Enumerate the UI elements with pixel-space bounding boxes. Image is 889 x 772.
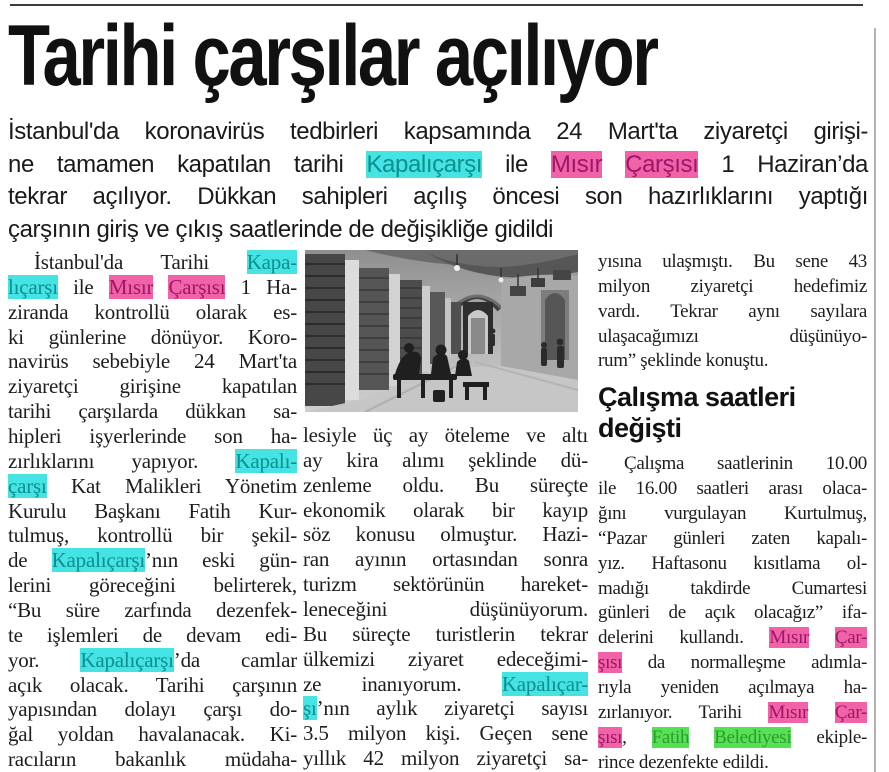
text-run: yıllık 42 milyon ziyaretçi sa-	[303, 746, 588, 771]
text-run: söz konusu olmuştur. Hazi-	[303, 522, 588, 547]
text-run: zırlıklarını yapıyor.	[8, 448, 236, 473]
text-run: açık olacak. Tarihi çarşının	[8, 672, 297, 697]
text-run: çarşının giriş ve çıkış saatlerinde de değişikliğe gidildi	[8, 215, 554, 243]
column-middle-text	[303, 423, 588, 771]
text-run: Kurulu Başkanı Fatih Kur-	[8, 498, 297, 523]
text-line	[8, 747, 297, 772]
text-line	[8, 573, 297, 598]
text-line	[598, 751, 867, 772]
text-run: hipleri işyerlerinde son ha-	[8, 424, 297, 449]
highlight-cyan: Kapalıçarşı	[80, 647, 174, 672]
text-line	[303, 721, 588, 746]
text-line	[598, 577, 867, 602]
lede-paragraph	[8, 116, 868, 246]
column-right-para2	[598, 452, 867, 772]
text-run: ziranda kontrollü olarak es-	[8, 299, 297, 324]
highlight-cyan: Kapa-	[246, 250, 297, 274]
highlight-pink: şısı	[598, 652, 623, 674]
text-line	[598, 452, 867, 477]
highlight-green: Belediyesi	[714, 726, 792, 748]
text-line	[598, 325, 867, 350]
column-right	[598, 250, 867, 772]
text-run: 1 Ha-	[225, 274, 297, 299]
text-line	[8, 149, 868, 182]
text-line	[598, 250, 867, 275]
text-line	[8, 449, 297, 474]
text-run: ekiple-	[791, 726, 867, 748]
text-run: yapısından dolayı çarşı do-	[8, 697, 297, 722]
text-run: yor.	[8, 647, 81, 672]
text-run: ile 16.00 saatleri arası olaca-	[598, 478, 867, 500]
highlight-pink: Mısır	[769, 627, 810, 649]
text-line	[303, 498, 588, 523]
highlight-pink: Mısır	[768, 701, 809, 723]
text-run: da normalleşme adımla-	[622, 652, 867, 674]
highlight-cyan: lıçarşı	[8, 274, 58, 299]
text-line	[8, 424, 297, 449]
text-line	[8, 214, 868, 247]
text-run: milyon ziyaretçi hedefimiz	[598, 275, 867, 297]
text-run: vardı. Tekrar aynı sayılara	[598, 300, 867, 322]
text-line	[8, 523, 297, 548]
section-subhead: Çalışma saatleri değişti	[598, 382, 796, 444]
text-run: ulaşacağımızı düşünüyo-	[598, 325, 867, 347]
text-run: ki günlerine dönüyor. Koro-	[8, 324, 297, 349]
text-run: Kat Malikleri Yönetim	[46, 473, 297, 498]
text-line	[8, 399, 297, 424]
highlight-green: Fatih	[651, 726, 690, 748]
text-line	[598, 676, 867, 701]
text-line	[8, 275, 297, 300]
text-run: racıların bakanlık müdaha-	[8, 747, 297, 772]
text-line	[8, 349, 297, 374]
text-line	[598, 477, 867, 502]
text-run: tekrar açılıyor. Dükkan sahipleri açılış öncesi son hazırlıklarını yaptığı	[8, 183, 868, 210]
highlight-cyan: Kapalıçarşı	[51, 548, 145, 573]
text-run: lesiyle üç ay öteleme ve altı	[303, 423, 588, 447]
text-run: rıyla yeniden açılmaya ha-	[598, 677, 867, 699]
highlight-cyan: çarşı	[8, 473, 47, 498]
column-middle	[303, 250, 588, 772]
text-run: ’nın eski gün-	[144, 548, 297, 573]
bazaar-photo	[304, 250, 579, 412]
highlight-cyan: Kapalı-	[235, 448, 297, 473]
text-run: zırlanıyor. Tarihi	[598, 701, 769, 723]
text-run: tulmuş, kontrollü bir şekil-	[8, 523, 297, 548]
highlight-cyan: Kapalıçarşı	[366, 150, 483, 178]
text-run: ay kira alımı şeklinde dü-	[303, 447, 588, 472]
text-line	[598, 275, 867, 300]
text-run: navirüs sebebiyle 24 Mart'ta	[8, 349, 297, 374]
text-run: günleri de açık olacağız” ifa-	[598, 602, 867, 624]
text-line	[8, 548, 297, 573]
highlight-pink: şısı	[598, 726, 623, 748]
text-run: 3.5 milyon kişi. Geçen sene	[303, 721, 588, 746]
text-run: zenleme oldu. Bu süreçte	[303, 472, 588, 497]
text-line	[303, 597, 588, 622]
text-run: ran ayının ortasından sonra	[303, 547, 588, 572]
text-run: lerini göreceğini belirterek,	[8, 573, 297, 598]
text-run: ,	[622, 726, 652, 748]
text-line	[303, 696, 588, 721]
text-run	[808, 702, 835, 723]
text-line	[598, 552, 867, 577]
highlight-pink: Mısır	[108, 274, 154, 299]
text-line	[598, 626, 867, 651]
text-line	[598, 601, 867, 626]
text-line	[8, 116, 868, 149]
text-line	[8, 374, 297, 399]
text-line	[8, 181, 868, 214]
headline-text: Tarihi çarşılar açılıyor	[8, 8, 657, 104]
text-run	[689, 727, 714, 748]
text-run: 1 Haziran’da	[698, 150, 868, 178]
text-run: rince dezenfekte edildi.	[598, 751, 769, 772]
text-run: ekonomik olarak bir kayıp	[303, 497, 588, 522]
text-run	[153, 275, 168, 299]
text-line	[303, 547, 588, 572]
text-line	[303, 473, 588, 498]
text-run: te işlemleri de devam edi-	[8, 622, 297, 647]
text-line	[8, 499, 297, 524]
text-run: ğal yoldan havalanacak. Ki-	[8, 722, 297, 747]
text-line	[303, 448, 588, 473]
text-line	[8, 722, 297, 747]
text-run: Bu süreçte turistlerin tekrar	[303, 621, 588, 646]
text-line	[598, 349, 867, 374]
text-line	[303, 672, 588, 697]
text-line	[303, 746, 588, 771]
text-run: ile	[57, 274, 109, 299]
text-line	[598, 726, 867, 751]
text-run: leneceğini düşünüyorum.	[303, 597, 588, 622]
text-line	[303, 647, 588, 672]
text-run: rum” şeklinde konuştu.	[598, 350, 769, 372]
text-line	[8, 697, 297, 722]
text-line	[598, 701, 867, 726]
highlight-cyan: Kapalıçar-	[501, 671, 588, 696]
text-line	[303, 522, 588, 547]
text-line	[8, 598, 297, 623]
highlight-cyan: şı	[303, 696, 317, 721]
headline	[8, 6, 878, 107]
text-run: ’da camlar	[173, 647, 297, 672]
text-run: turizm sektörünün hareket-	[303, 572, 588, 597]
text-run	[602, 151, 625, 178]
text-line	[8, 648, 297, 673]
text-run: yısına ulaşmıştı. Bu sene 43	[598, 251, 867, 272]
text-line	[303, 572, 588, 597]
text-line	[8, 623, 297, 648]
text-line	[8, 474, 297, 499]
highlight-pink: Çar-	[834, 627, 867, 649]
text-run: İstanbul'da Tarihi	[34, 250, 247, 274]
text-run: ’nın aylık ziyaretçi sayısı	[316, 696, 588, 721]
highlight-pink: Çarşısı	[168, 274, 226, 299]
text-run: tarihi çarşılarda dükkan sa-	[8, 399, 297, 424]
text-run: İstanbul'da koronavirüs tedbirleri kapsamında 24 Mart'ta ziyaretçi girişi-	[8, 118, 868, 145]
text-line	[598, 300, 867, 325]
text-run: “Bu süre zarfında dezenfek-	[8, 598, 297, 623]
highlight-pink: Çar-	[834, 701, 867, 723]
column-divider-rule	[874, 28, 876, 772]
text-run: ğını vurgulayan Kurtulmuş,	[598, 503, 867, 525]
text-line	[8, 300, 297, 325]
text-line	[8, 325, 297, 350]
highlight-pink: Mısır	[550, 150, 603, 178]
column-left	[8, 250, 297, 772]
text-line	[303, 622, 588, 647]
text-line	[598, 527, 867, 552]
text-line	[8, 250, 297, 275]
text-run: ne tamamen kapatılan tarihi	[8, 150, 367, 178]
text-run: ile	[482, 150, 551, 178]
text-line	[598, 502, 867, 527]
text-run	[809, 627, 835, 648]
text-run: de	[8, 548, 52, 573]
text-run: ziyaretçi girişine kapatılan	[8, 374, 297, 399]
text-run: “Pazar günleri zaten kapalı-	[598, 527, 867, 549]
text-line	[303, 423, 588, 448]
text-run: Çalışma saatlerinin 10.00	[624, 453, 867, 475]
text-run: yız. Haftasonu kısıtlama ol-	[598, 552, 867, 574]
text-run: madığı takdirde Cumartesi	[598, 577, 867, 599]
text-line	[8, 673, 297, 698]
column-right-para1	[598, 250, 867, 374]
text-line	[598, 651, 867, 676]
text-run: delerini kullandı.	[598, 627, 770, 649]
text-run: ze inanıyorum.	[303, 671, 502, 696]
highlight-pink: Çarşısı	[625, 150, 699, 178]
text-run: ülkemizi ziyaret edeceğimi-	[303, 646, 588, 671]
